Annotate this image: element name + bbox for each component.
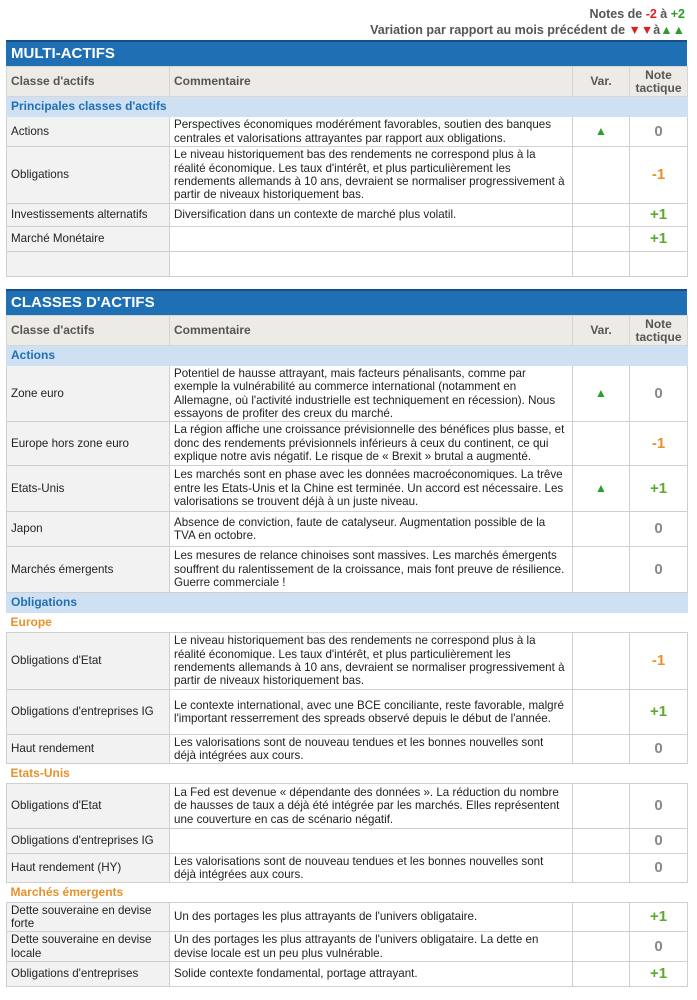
- asset-name: Obligations d'entreprises IG: [7, 690, 170, 735]
- tactical-note: +1: [630, 204, 688, 227]
- asset-name: Actions: [7, 117, 170, 147]
- comment-text: Les valorisations sont de nouveau tendues et les bonnes nouvelles sont déjà intégrées aux cours.: [170, 854, 573, 883]
- table-row: [7, 829, 688, 854]
- table-row: [7, 690, 688, 735]
- header-note: Note tactique: [630, 316, 688, 346]
- comment-text: [170, 227, 573, 252]
- asset-name: Japon: [7, 512, 170, 547]
- variation-indicator: [573, 735, 630, 764]
- comment-text: Les mesures de relance chinoises sont massives. Les marchés émergents souffrent du ralentissement de la croissance, mais font preuve de résilience. Guerre commerciale !: [170, 547, 573, 593]
- asset-classes-section: [6, 289, 687, 987]
- table-row: [7, 735, 688, 764]
- asset-name: Obligations d'Etat: [7, 633, 170, 690]
- table-row: [7, 366, 688, 422]
- comment-text: [170, 829, 573, 854]
- header-asset: Classe d'actifs: [7, 316, 170, 346]
- asset-name: Dette souveraine en devise locale: [7, 932, 170, 962]
- variation-indicator: [573, 854, 630, 883]
- variation-indicator: [573, 690, 630, 735]
- comment-text: La Fed est devenue « dépendante des données ». La réduction du nombre de hausses de taux a déjà été intégrée par les marchés. Elles représentent une couverture en cas de scénario négatif.: [170, 784, 573, 829]
- table-row: [7, 227, 688, 252]
- table-row: [7, 903, 688, 932]
- comment-text: Solide contexte fondamental, portage attrayant.: [170, 962, 573, 987]
- variation-indicator: ▲: [573, 117, 630, 147]
- asset-name: Obligations: [7, 147, 170, 204]
- up-triangles-icon: ▲▲: [660, 23, 685, 37]
- subheader-actions: Actions: [7, 346, 688, 366]
- header-comment: Commentaire: [170, 67, 573, 97]
- comment-text: Diversification dans un contexte de marché plus volatil.: [170, 204, 573, 227]
- legend-variation: Variation par rapport au mois précédent de ▼▼à▲▲: [370, 23, 685, 37]
- table-row: [7, 252, 688, 277]
- tactical-note: -1: [630, 147, 688, 204]
- table-row: [7, 547, 688, 593]
- region-us: Etats-Unis: [7, 764, 688, 784]
- region-europe: Europe: [7, 613, 688, 633]
- table-header: [7, 67, 688, 97]
- variation-indicator: [573, 252, 630, 277]
- multi-assets-title: MULTI-ACTIFS: [6, 40, 687, 66]
- tactical-note: 0: [630, 932, 688, 962]
- header-var: Var.: [573, 316, 630, 346]
- variation-indicator: [573, 633, 630, 690]
- variation-indicator: [573, 547, 630, 593]
- variation-indicator: [573, 422, 630, 466]
- tactical-note: [630, 252, 688, 277]
- table-row: [7, 204, 688, 227]
- asset-name: [7, 252, 170, 277]
- tactical-note: 0: [630, 366, 688, 422]
- table-row: [7, 784, 688, 829]
- table-row: [7, 117, 688, 147]
- comment-text: Les marchés sont en phase avec les données macroéconomiques. La trêve entre les Etats-Unis et la Chine est terminée. Un accord est nécessaire. Les valorisations se trouvent déjà à un juste niveau.: [170, 466, 573, 512]
- variation-indicator: [573, 829, 630, 854]
- multi-assets-section: [6, 40, 687, 277]
- asset-name: Zone euro: [7, 366, 170, 422]
- variation-indicator: [573, 147, 630, 204]
- table-row: [7, 962, 688, 987]
- tactical-note: -1: [630, 422, 688, 466]
- tactical-note: +1: [630, 466, 688, 512]
- asset-name: Investissements alternatifs: [7, 204, 170, 227]
- header-note: Note tactique: [630, 67, 688, 97]
- comment-text: Un des portages les plus attrayants de l'univers obligataire. La dette en devise locale est un peu plus vulnérable.: [170, 932, 573, 962]
- comment-text: Le niveau historiquement bas des rendements ne correspond plus à la réalité économique. Les taux d'intérêt, et plus particulièrement les rendements allemands à 10 ans, devraient se normaliser progressivement à partir de niveaux historiquement bas.: [170, 147, 573, 204]
- asset-name: Europe hors zone euro: [7, 422, 170, 466]
- tactical-note: 0: [630, 829, 688, 854]
- asset-name: Haut rendement: [7, 735, 170, 764]
- comment-text: La région affiche une croissance prévisionnelle des bénéfices plus basse, et donc des rendements prévisionnels inférieurs à ceux du continent, ce qui explique notre avis négatif. Le risque de « Brexit » brutal a augmenté.: [170, 422, 573, 466]
- tactical-note: 0: [630, 784, 688, 829]
- asset-name: Marché Monétaire: [7, 227, 170, 252]
- table-row: [7, 633, 688, 690]
- subheader-main-classes: Principales classes d'actifs: [7, 97, 688, 117]
- tactical-note: 0: [630, 512, 688, 547]
- table-row: [7, 854, 688, 883]
- tactical-note: +1: [630, 227, 688, 252]
- tactical-note: +1: [630, 690, 688, 735]
- comment-text: Le contexte international, avec une BCE conciliante, reste favorable, malgré l'important resserrement des spreads observé depuis le début de l'année.: [170, 690, 573, 735]
- variation-indicator: [573, 204, 630, 227]
- variation-indicator: ▲: [573, 366, 630, 422]
- table-header: [7, 316, 688, 346]
- asset-name: Dette souveraine en devise forte: [7, 903, 170, 932]
- tactical-note: -1: [630, 633, 688, 690]
- variation-indicator: [573, 932, 630, 962]
- tactical-note: +1: [630, 962, 688, 987]
- tactical-note: 0: [630, 117, 688, 147]
- region-em: Marchés émergents: [7, 883, 688, 903]
- legend-min: -2: [645, 7, 657, 21]
- table-row: [7, 466, 688, 512]
- comment-text: Perspectives économiques modérément favorables, soutien des banques centrales et valorisations attrayantes par rapport aux obligations.: [170, 117, 573, 147]
- variation-indicator: ▲: [573, 466, 630, 512]
- down-triangles-icon: ▼▼: [628, 23, 654, 37]
- asset-name: Obligations d'entreprises: [7, 962, 170, 987]
- header-asset: Classe d'actifs: [7, 67, 170, 97]
- tactical-note: 0: [630, 735, 688, 764]
- asset-name: Marchés émergents: [7, 547, 170, 593]
- tactical-note: 0: [630, 854, 688, 883]
- legend-max: +2: [670, 7, 685, 21]
- subheader-obligations: Obligations: [7, 593, 688, 613]
- asset-classes-title: CLASSES D'ACTIFS: [6, 289, 687, 315]
- comment-text: Les valorisations sont de nouveau tendues et les bonnes nouvelles sont déjà intégrées aux cours.: [170, 735, 573, 764]
- comment-text: Le niveau historiquement bas des rendements ne correspond plus à la réalité économique. Les taux d'intérêt, et plus particulièrement les rendements allemands à 10 ans, devraient se normaliser progressivement à partir de niveaux historiquement bas.: [170, 633, 573, 690]
- variation-indicator: [573, 903, 630, 932]
- comment-text: [170, 252, 573, 277]
- table-row: [7, 147, 688, 204]
- variation-indicator: [573, 512, 630, 547]
- tactical-note: 0: [630, 547, 688, 593]
- variation-indicator: [573, 962, 630, 987]
- comment-text: Potentiel de hausse attrayant, mais facteurs pénalisants, comme par exemple la vulnérabilité au commerce international (notamment en Allemagne, où l'activité industrielle est techniquement en récession). Nous essayons de profiter des creux du marché.: [170, 366, 573, 422]
- variation-indicator: [573, 784, 630, 829]
- asset-name: Haut rendement (HY): [7, 854, 170, 883]
- table-row: [7, 932, 688, 962]
- comment-text: Un des portages les plus attrayants de l'univers obligataire.: [170, 903, 573, 932]
- asset-name: Obligations d'entreprises IG: [7, 829, 170, 854]
- header-comment: Commentaire: [170, 316, 573, 346]
- legend-score-range: Notes de -2 à +2: [589, 7, 685, 21]
- asset-name: Etats-Unis: [7, 466, 170, 512]
- legend: [370, 6, 685, 38]
- tactical-note: +1: [630, 903, 688, 932]
- header-var: Var.: [573, 67, 630, 97]
- table-row: [7, 422, 688, 466]
- comment-text: Absence de conviction, faute de catalyseur. Augmentation possible de la TVA en octobre.: [170, 512, 573, 547]
- table-row: [7, 512, 688, 547]
- variation-indicator: [573, 227, 630, 252]
- asset-name: Obligations d'Etat: [7, 784, 170, 829]
- multi-assets-table: [6, 66, 688, 277]
- asset-classes-table: [6, 315, 688, 987]
